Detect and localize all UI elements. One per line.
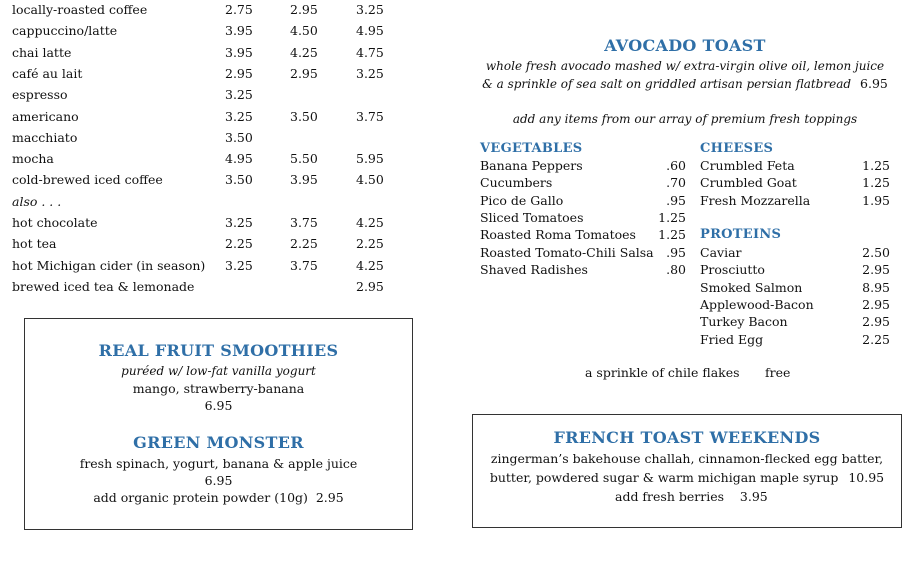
drink-price-medium: 2.95 xyxy=(290,2,318,17)
avocado-title: AVOCADO TOAST xyxy=(604,36,766,55)
vegetable-name: Roasted Roma Tomatoes xyxy=(480,227,636,243)
drink-price-large: 5.95 xyxy=(356,151,384,167)
drink-price-small: 2.95 xyxy=(225,65,253,81)
drink-price-large: 3.25 xyxy=(356,2,384,17)
french-toast-box xyxy=(472,414,902,528)
drink-price-small: 2.25 xyxy=(225,236,253,252)
avocado-price: 6.95 xyxy=(860,76,888,91)
vegetable-price: 1.25 xyxy=(658,227,686,243)
cheese-name: Fresh Mozzarella xyxy=(700,192,811,208)
protein-row xyxy=(700,261,890,279)
drink-row xyxy=(12,64,412,84)
protein-row xyxy=(700,296,890,314)
drink-price-small: 3.25 xyxy=(225,215,253,230)
drink-price-small: 3.95 xyxy=(225,23,253,39)
protein-price: 2.95 xyxy=(862,296,890,312)
cheese-name: Crumbled Goat xyxy=(700,175,797,191)
drink-price-large: 2.25 xyxy=(356,236,384,252)
drink-price-small: 3.25 xyxy=(225,87,253,103)
drink-price-large: 4.25 xyxy=(356,215,384,230)
drink-row xyxy=(12,107,412,127)
protein-price: 8.95 xyxy=(862,279,890,295)
drink-price-medium: 3.75 xyxy=(290,257,318,273)
avocado-line2: & a sprinkle of sea salt on griddled artisan persian flatbread xyxy=(482,77,852,91)
cheese-row xyxy=(700,157,890,175)
vegetable-row xyxy=(480,209,686,227)
drink-row xyxy=(12,149,412,169)
drink-name: chai latte xyxy=(12,44,72,60)
drink-name: espresso xyxy=(12,87,68,103)
avocado-line1: whole fresh avocado mashed w/ extra-virgin olive oil, lemon juice xyxy=(485,59,885,73)
drink-price-large: 4.25 xyxy=(356,257,384,273)
drink-name: cappuccino/latte xyxy=(12,23,118,39)
vegetable-row xyxy=(480,226,686,244)
drink-price-large: 4.75 xyxy=(356,44,384,60)
drink-price-medium: 3.75 xyxy=(290,215,318,230)
drink-name: also . . . xyxy=(12,193,62,209)
protein-price: 2.95 xyxy=(862,262,890,278)
green-monster-desc: fresh spinach, yogurt, banana & apple juice xyxy=(79,456,358,471)
vegetables-heading: VEGETABLES xyxy=(480,141,583,156)
drink-price-large: 2.95 xyxy=(356,278,384,294)
vegetable-name: Roasted Tomato-Chili Salsa xyxy=(480,244,654,260)
drink-price-small: 2.75 xyxy=(225,2,253,17)
vegetable-name: Banana Peppers xyxy=(480,158,583,173)
protein-name: Fried Egg xyxy=(700,331,764,347)
vegetable-name: Cucumbers xyxy=(480,175,553,191)
green-monster-price: 6.95 xyxy=(204,473,233,488)
french-toast-title: FRENCH TOAST WEEKENDS xyxy=(553,428,821,447)
chile-flakes-price: free xyxy=(765,365,791,380)
vegetable-row xyxy=(480,192,686,210)
drink-price-small: 3.25 xyxy=(225,108,253,124)
drink-price-large: 4.50 xyxy=(356,172,384,188)
drink-name: hot chocolate xyxy=(12,215,98,230)
protein-row xyxy=(700,331,890,349)
drink-name: hot tea xyxy=(12,236,57,252)
berries-addon: add fresh berries 3.95 xyxy=(615,489,768,504)
cheese-name: Crumbled Feta xyxy=(700,158,795,173)
drink-price-large: 4.95 xyxy=(356,23,384,39)
drink-row xyxy=(12,43,412,63)
drink-price-medium: 4.50 xyxy=(290,23,318,39)
french-toast-price: 10.95 xyxy=(848,470,885,485)
drink-price-small: 3.50 xyxy=(225,172,253,188)
drink-name: café au lait xyxy=(12,65,83,81)
chile-flakes-label: a sprinkle of chile flakes xyxy=(585,365,740,380)
cheese-price: 1.25 xyxy=(862,158,890,173)
avocado-line2-wrap xyxy=(470,76,900,91)
vegetable-name: Shaved Radishes xyxy=(480,261,588,277)
drink-name: macchiato xyxy=(12,129,78,145)
drink-row xyxy=(12,256,412,276)
smoothies-flavors: mango, strawberry-banana xyxy=(132,381,305,396)
french-toast-line2: butter, powdered sugar & warm michigan maple syrup xyxy=(489,470,839,485)
drink-price-medium: 3.95 xyxy=(290,172,318,188)
vegetable-name: Sliced Tomatoes xyxy=(480,209,584,225)
vegetable-price: .80 xyxy=(666,261,686,277)
proteins-heading: PROTEINS xyxy=(700,227,782,242)
protein-name: Applewood-Bacon xyxy=(700,296,814,312)
vegetable-row xyxy=(480,261,686,279)
vegetable-price: 1.25 xyxy=(658,209,686,225)
drink-price-medium: 4.25 xyxy=(290,44,318,60)
drink-row xyxy=(12,85,412,105)
protein-name: Prosciutto xyxy=(700,262,765,278)
vegetable-price: .70 xyxy=(666,175,686,191)
drink-price-medium: 2.25 xyxy=(290,236,318,252)
vegetable-row xyxy=(480,174,686,192)
drink-price-medium: 5.50 xyxy=(290,151,318,167)
drink-price-small: 3.50 xyxy=(225,129,253,145)
french-toast-line2-wrap xyxy=(473,470,901,485)
smoothies-subtitle: puréed w/ low-fat vanilla yogurt xyxy=(121,364,316,378)
drink-name: locally-roasted coffee xyxy=(12,2,148,17)
drink-row xyxy=(12,277,412,297)
avocado-add-line: add any items from our array of premium fresh toppings xyxy=(512,112,858,126)
drink-name: cold-brewed iced coffee xyxy=(12,172,163,188)
drink-price-small: 4.95 xyxy=(225,151,253,167)
drink-price-large: 3.25 xyxy=(356,65,384,81)
smoothies-title: REAL FRUIT SMOOTHIES xyxy=(98,341,339,360)
drink-name: americano xyxy=(12,108,79,124)
drink-name: hot Michigan cider (in season) xyxy=(12,257,206,273)
drink-row xyxy=(12,192,412,212)
drink-row xyxy=(12,21,412,41)
drink-row xyxy=(12,213,412,233)
vegetable-price: .95 xyxy=(666,244,686,260)
drink-name: brewed iced tea & lemonade xyxy=(12,278,195,294)
vegetable-row xyxy=(480,157,686,175)
drink-row xyxy=(12,170,412,190)
cheeses-heading: CHEESES xyxy=(700,141,774,156)
drink-price-small: 3.25 xyxy=(225,257,253,273)
cheese-price: 1.25 xyxy=(862,175,890,191)
french-toast-line1: zingerman’s bakehouse challah, cinnamon-flecked egg batter, xyxy=(490,451,884,466)
smoothies-box xyxy=(24,318,413,530)
protein-price: 2.50 xyxy=(862,245,890,260)
smoothies-price: 6.95 xyxy=(204,398,233,413)
drink-row xyxy=(12,0,412,20)
protein-row xyxy=(700,279,890,297)
protein-addon: add organic protein powder (10g) 2.95 xyxy=(93,490,344,505)
green-monster-title: GREEN MONSTER xyxy=(133,433,304,452)
vegetable-price: .95 xyxy=(666,192,686,208)
cheese-price: 1.95 xyxy=(862,192,890,208)
protein-name: Smoked Salmon xyxy=(700,279,803,295)
protein-name: Caviar xyxy=(700,245,742,260)
cheese-row xyxy=(700,174,890,192)
protein-row xyxy=(700,244,890,262)
drink-row xyxy=(12,128,412,148)
vegetable-name: Pico de Gallo xyxy=(480,192,564,208)
drink-price-small: 3.95 xyxy=(225,44,253,60)
drink-price-medium: 3.50 xyxy=(290,108,318,124)
drink-price-medium: 2.95 xyxy=(290,65,318,81)
vegetable-row xyxy=(480,244,686,262)
vegetable-price: .60 xyxy=(666,158,686,173)
protein-row xyxy=(700,313,890,331)
drink-name: mocha xyxy=(12,151,54,167)
protein-price: 2.25 xyxy=(862,331,890,347)
drink-row xyxy=(12,234,412,254)
drink-price-large: 3.75 xyxy=(356,108,384,124)
cheese-row xyxy=(700,192,890,210)
protein-name: Turkey Bacon xyxy=(700,314,788,330)
protein-price: 2.95 xyxy=(862,314,890,330)
